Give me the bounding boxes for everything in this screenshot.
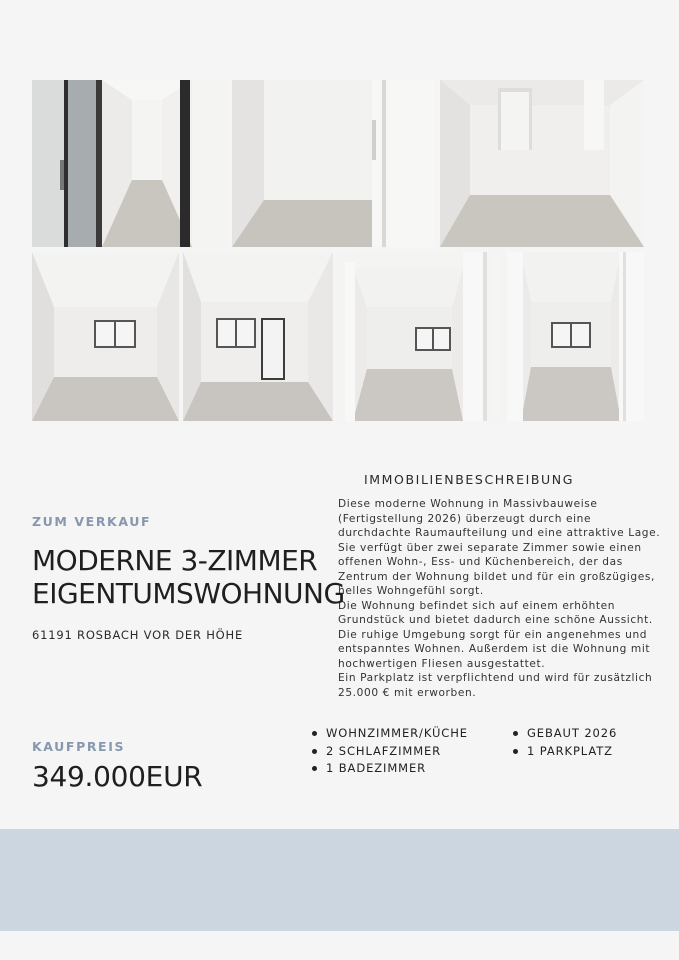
description-paragraph: Die Wohnung befindet sich auf einem erhöhten Grundstück und bietet dadurch eine schöne Aussicht. Die ruhige Umgebung sorgt für ein angenehmes und entspanntes Wohnen. Außerdem ist die Wohnung mit hochwertigen Fliesen ausgestattet. (338, 599, 653, 670)
feature-item: 1 PARKPLATZ (512, 743, 617, 761)
price-value: 349.000EUR (32, 760, 203, 793)
feature-item: 2 SCHLAFZIMMER (311, 743, 468, 761)
description-paragraph: Diese moderne Wohnung in Massivbauweise (Fertigstellung 2026) überzeugt durch eine durchdachte Raumaufteilung und eine attraktive Lage. Sie verfügt über zwei separate Zimmer sowie einen offenen Wohn-, Ess- und Küchenbereich, der das Zentrum der Wohnung bildet und für ein großzügiges, helles Wohngefühl sorgt. (338, 498, 661, 597)
living-area-photo (440, 80, 644, 247)
hallway-photo (32, 80, 228, 247)
second-doorway-room-photo (499, 252, 644, 421)
description-paragraph: Ein Parkplatz ist verpflichtend und wird für zusätzlich 25.000 € mit erworben. (338, 672, 653, 699)
doorway-room-photo (337, 252, 494, 421)
footer-band (0, 829, 679, 931)
listing-title (32, 544, 345, 610)
feature-item: 1 BADEZIMMER (311, 760, 468, 778)
listing-location: 61191 ROSBACH VOR DER HÖHE (32, 628, 244, 642)
features-list-left (311, 725, 468, 778)
property-description (338, 497, 668, 700)
listing-title-line: EIGENTUMSWOHNUNG (32, 577, 345, 610)
description-heading: IMMOBILIENBESCHREIBUNG (364, 472, 575, 487)
listing-tag: ZUM VERKAUF (32, 514, 152, 529)
listing-title-line: MODERNE 3-ZIMMER (32, 544, 318, 577)
bedroom-photo (32, 252, 179, 421)
feature-item: GEBAUT 2026 (512, 725, 617, 743)
price-label: KAUFPREIS (32, 739, 126, 754)
corner-room-photo (232, 80, 435, 247)
feature-item: WOHNZIMMER/KÜCHE (311, 725, 468, 743)
features-list-right (512, 725, 617, 760)
living-room-balcony-door-photo (183, 252, 333, 421)
